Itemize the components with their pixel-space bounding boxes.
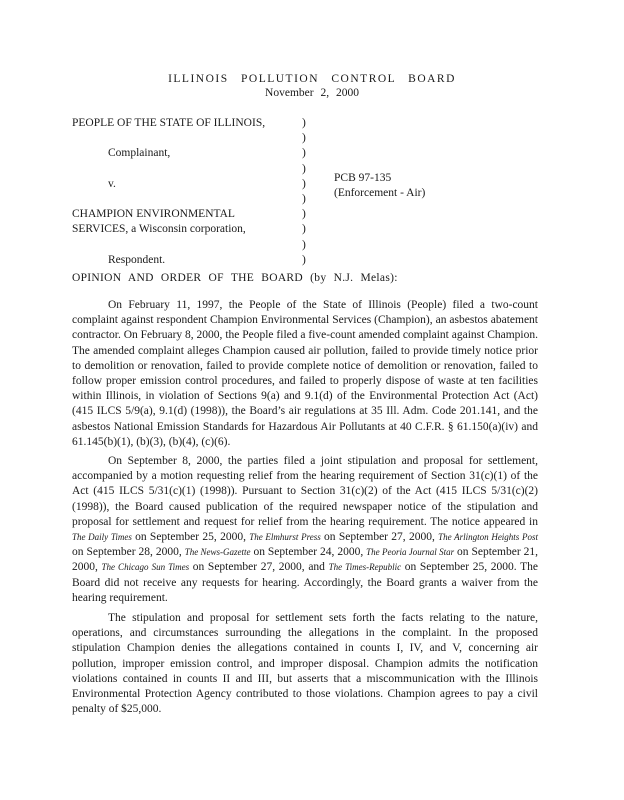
text-run: on September 21, 2000, [72, 546, 538, 574]
text-run: on September 24, 2000, [250, 546, 367, 559]
text-run: on September 27, 2000, and [189, 561, 329, 574]
paragraph-1 [72, 298, 538, 450]
case-type: (Enforcement - Air) [334, 187, 426, 200]
caption-line [72, 162, 297, 177]
caption-line [72, 192, 297, 207]
opinion-heading: OPINION AND ORDER OF THE BOARD (by N.J. Melas): [72, 272, 398, 284]
paragraph-2 [72, 454, 538, 606]
case-info [334, 171, 425, 201]
paren: ) [302, 177, 306, 190]
caption-line [72, 131, 297, 146]
caption-line: v. [108, 177, 116, 190]
text-run: on September 28, 2000, [72, 546, 185, 559]
case-number: PCB 97-135 [334, 172, 392, 184]
paren: ) [302, 223, 306, 236]
paren: ) [302, 162, 306, 175]
caption-line [72, 238, 297, 253]
caption-line: Complainant, [108, 147, 171, 160]
paren: ) [302, 117, 306, 129]
board-title: ILLINOIS POLLUTION CONTROL BOARD [168, 73, 456, 85]
text-run: on September 25, 2000. The Board did not receive any requests for hearing. Accordingly, the Board grants a waiver from the hearing requirement. [72, 561, 538, 604]
document-date: November 2, 2000 [265, 87, 359, 99]
case-caption [72, 116, 532, 266]
newspaper-name: The Times-Republic [328, 562, 402, 573]
newspaper-name: The Peoria Journal Star [366, 547, 455, 558]
caption-parties [72, 116, 297, 268]
paren: ) [302, 192, 306, 205]
paragraph-text: The stipulation and proposal for settlement sets forth the facts relating to the nature, operations, and circumstances surrounding the allegations in the complaint. In the proposed stipulation Champion denies the allegations contained in counts I, IV, and V, concerning air pollution, improper emission control, and improper disposal. Champion admits the notification violations contained in counts II and III, but asserts that a miscommunication with the Illinois Environmental Protection Agency contributed to those violations. Champion agrees to pay a civil penalty of $25,000. [72, 612, 538, 716]
paren: ) [302, 238, 306, 251]
text-run: On September 8, 2000, the parties filed a joint stipulation and proposal for settlement, accompanied by a motion requesting relief from the hearing requirement of Section 31(c)(1) of the Act (415 ILCS 5/31(c)(1) (1998)). Pursuant to Section 31(c)(2) of the Act (415 ILCS 5/31(c)(2) (1998)), the Board caused publication of the required newspaper notice of the stipulation and proposal for settlement and request for relief from the hearing requirement. The notice appeared in [72, 455, 538, 528]
document-header [0, 72, 624, 100]
text-run: on September 27, 2000, [320, 531, 439, 544]
paren: ) [302, 132, 306, 145]
newspaper-name: The Arlington Heights Post [438, 532, 538, 543]
paragraph-text [72, 454, 538, 606]
paren: ) [302, 147, 306, 160]
paragraph-text: On February 11, 1997, the People of the State of Illinois (People) filed a two-count complaint against respondent Champion Environmental Services (Champion), an asbestos abatement contractor. On February 8, 2000, the People filed a five-count amended complaint against Champion. The amended complaint alleges Champion caused air pollution, failed to provide timely notice prior to demolition or renovation, failed to provide complete notice of demolition or renovation, failed to follow proper emission control procedures, and failed to properly dispose of waste at ten facilities within Illinois, in violation of Sections 9(a) and 9.1(d) of the Environmental Protection Act (Act) (415 ILCS 5/9(a), 9.1(d) (1998)), the Board’s air regulations at 35 Ill. Adm. Code 201.141, and the asbestos National Emission Standards for Hazardous Air Pollutants at 40 C.F.R. § 61.150(a)(iv) and 61.145(b)(1), (b)(3), (b)(4), (c)(6). [72, 299, 538, 448]
paragraph-3 [72, 611, 538, 717]
newspaper-name: The Daily Times [72, 532, 132, 543]
text-run: on September 25, 2000, [131, 531, 250, 544]
caption-line: Respondent. [108, 253, 166, 266]
newspaper-name: The Chicago Sun Times [101, 562, 190, 573]
caption-line: CHAMPION ENVIRONMENTAL [72, 208, 235, 221]
newspaper-name: The News-Gazette [184, 547, 251, 558]
caption-line: SERVICES, a Wisconsin corporation, [72, 223, 246, 236]
caption-line: PEOPLE OF THE STATE OF ILLINOIS, [72, 117, 266, 129]
paren: ) [302, 253, 306, 266]
newspaper-name: The Elmhurst Press [249, 532, 321, 543]
paren: ) [302, 208, 306, 221]
caption-parens [302, 116, 312, 268]
